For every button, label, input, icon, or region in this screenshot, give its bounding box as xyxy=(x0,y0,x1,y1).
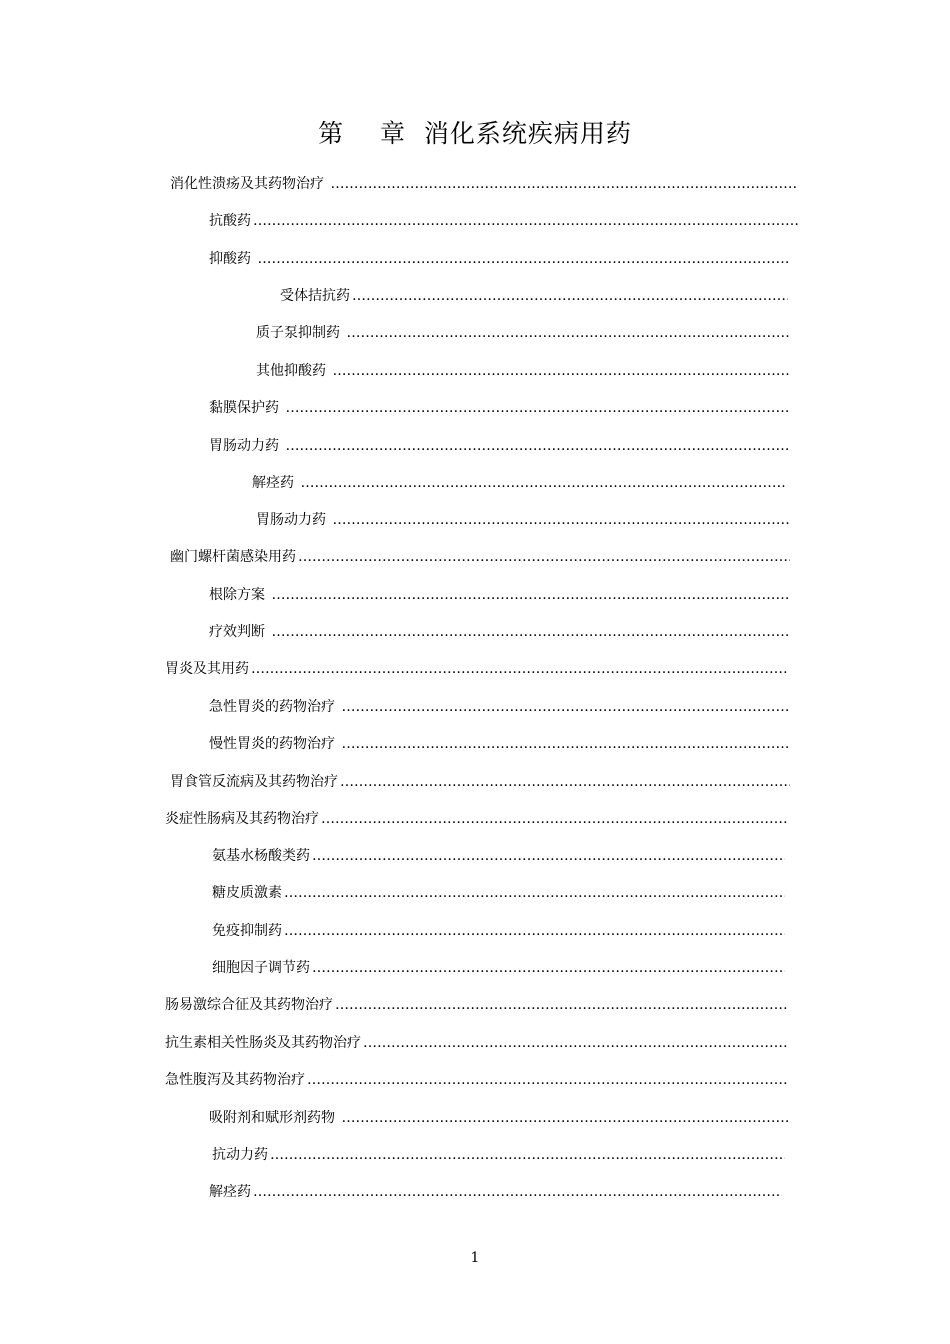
toc-entry-ibs[interactable] xyxy=(165,994,787,1016)
toc-entry-prokinetics-sub[interactable] xyxy=(256,509,789,531)
toc-entry-adsorbents[interactable] xyxy=(209,1107,790,1129)
toc-dot-leader xyxy=(271,624,790,640)
toc-dot-leader xyxy=(341,736,790,752)
chapter-title: 第 章 消化系统疾病用药 xyxy=(318,119,632,148)
toc-entry-label: 细胞因子调节药 xyxy=(212,960,310,976)
toc-dot-leader xyxy=(284,923,785,939)
toc-entry-label: 胃食管反流病及其药物治疗 xyxy=(170,774,338,790)
toc-dot-leader xyxy=(253,1184,782,1200)
toc-entry-aminosalicylates[interactable] xyxy=(212,845,785,867)
page-number: 1 xyxy=(470,1250,480,1266)
toc-dot-leader xyxy=(332,363,789,379)
toc-dot-leader xyxy=(270,1147,785,1163)
toc-entry-label: 抗酸药 xyxy=(209,213,251,229)
toc-dot-leader xyxy=(285,400,790,416)
toc-dot-leader xyxy=(312,848,785,864)
toc-dot-leader xyxy=(352,288,788,304)
toc-dot-leader xyxy=(298,549,790,565)
toc-entry-label: 受体拮抗药 xyxy=(280,288,350,304)
toc-dot-leader xyxy=(321,811,787,827)
toc-entry-antimotility[interactable] xyxy=(212,1144,785,1166)
toc-entry-label: 黏膜保护药 xyxy=(209,400,284,416)
toc-dot-leader xyxy=(284,885,785,901)
toc-entry-antibiotic-colitis[interactable] xyxy=(165,1032,787,1054)
toc-dot-leader xyxy=(340,774,790,790)
toc-dot-leader xyxy=(257,251,790,267)
toc-entry-label: 糖皮质激素 xyxy=(212,885,282,901)
toc-entry-eradication-regimen[interactable] xyxy=(209,584,790,606)
toc-entry-h-pylori[interactable] xyxy=(170,546,790,568)
toc-entry-label: 抑酸药 xyxy=(209,251,256,267)
toc-dot-leader xyxy=(335,997,787,1013)
toc-entry-acid-suppressants[interactable] xyxy=(209,248,790,270)
toc-entry-label: 吸附剂和赋形剂药物 xyxy=(209,1110,340,1126)
toc-dot-leader xyxy=(300,475,785,491)
toc-entry-label: 慢性胃炎的药物治疗 xyxy=(209,736,340,752)
toc-entry-ibd[interactable] xyxy=(165,808,787,830)
toc-entry-glucocorticoids[interactable] xyxy=(212,882,785,904)
toc-entry-label: 急性腹泻及其药物治疗 xyxy=(165,1072,305,1088)
toc-dot-leader xyxy=(285,438,790,454)
toc-dot-leader xyxy=(341,699,790,715)
toc-entry-chronic-gastritis[interactable] xyxy=(209,733,790,755)
toc-dot-leader xyxy=(253,213,798,229)
toc-entry-label: 抗生素相关性肠炎及其药物治疗 xyxy=(165,1035,361,1051)
toc-entry-label: 肠易激综合征及其药物治疗 xyxy=(165,997,333,1013)
toc-dot-leader xyxy=(341,1110,790,1126)
toc-entry-cytokine-modulators[interactable] xyxy=(212,957,785,979)
toc-dot-leader xyxy=(346,325,789,341)
toc-entry-antispasmodics[interactable] xyxy=(252,472,785,494)
toc-entry-label: 根除方案 xyxy=(209,587,270,603)
toc-dot-leader xyxy=(271,587,790,603)
toc-entry-immunosuppressants[interactable] xyxy=(212,920,785,942)
toc-entry-gerd[interactable] xyxy=(170,771,790,793)
toc-dot-leader xyxy=(332,512,789,528)
toc-entry-label: 炎症性肠病及其药物治疗 xyxy=(165,811,319,827)
toc-entry-label: 胃肠动力药 xyxy=(209,438,284,454)
toc-entry-peptic-ulcer[interactable] xyxy=(170,173,798,195)
toc-entry-label: 解痉药 xyxy=(209,1184,251,1200)
toc-entry-antispasmodics-diarrhea[interactable] xyxy=(209,1181,782,1203)
toc-dot-leader xyxy=(330,176,798,192)
toc-entry-label: 胃炎及其用药 xyxy=(165,661,249,677)
toc-entry-label: 氨基水杨酸类药 xyxy=(212,848,310,864)
toc-entry-label: 解痉药 xyxy=(252,475,299,491)
toc-entry-label: 急性胃炎的药物治疗 xyxy=(209,699,340,715)
toc-entry-receptor-antagonists[interactable] xyxy=(280,285,788,307)
toc-entry-mucosal-protectants[interactable] xyxy=(209,397,790,419)
toc-entry-acute-gastritis[interactable] xyxy=(209,696,790,718)
toc-entry-antacids[interactable] xyxy=(209,210,798,232)
toc-entry-other-acid-suppressants[interactable] xyxy=(256,360,789,382)
toc-entry-label: 质子泵抑制药 xyxy=(256,325,345,341)
toc-entry-label: 胃肠动力药 xyxy=(256,512,331,528)
toc-entry-label: 免疫抑制药 xyxy=(212,923,282,939)
toc-dot-leader xyxy=(251,661,787,677)
toc-entry-acute-diarrhea[interactable] xyxy=(165,1069,787,1091)
toc-dot-leader xyxy=(307,1072,787,1088)
toc-entry-label: 抗动力药 xyxy=(212,1147,268,1163)
toc-entry-prokinetics[interactable] xyxy=(209,435,790,457)
toc-entry-label: 疗效判断 xyxy=(209,624,270,640)
toc-entry-proton-pump-inhibitors[interactable] xyxy=(256,322,789,344)
toc-entry-label: 消化性溃疡及其药物治疗 xyxy=(170,176,329,192)
toc-entry-label: 幽门螺杆菌感染用药 xyxy=(170,549,296,565)
toc-entry-gastritis[interactable] xyxy=(165,658,787,680)
toc-dot-leader xyxy=(312,960,785,976)
toc-entry-efficacy-assessment[interactable] xyxy=(209,621,790,643)
toc-entry-label: 其他抑酸药 xyxy=(256,363,331,379)
toc-dot-leader xyxy=(363,1035,787,1051)
